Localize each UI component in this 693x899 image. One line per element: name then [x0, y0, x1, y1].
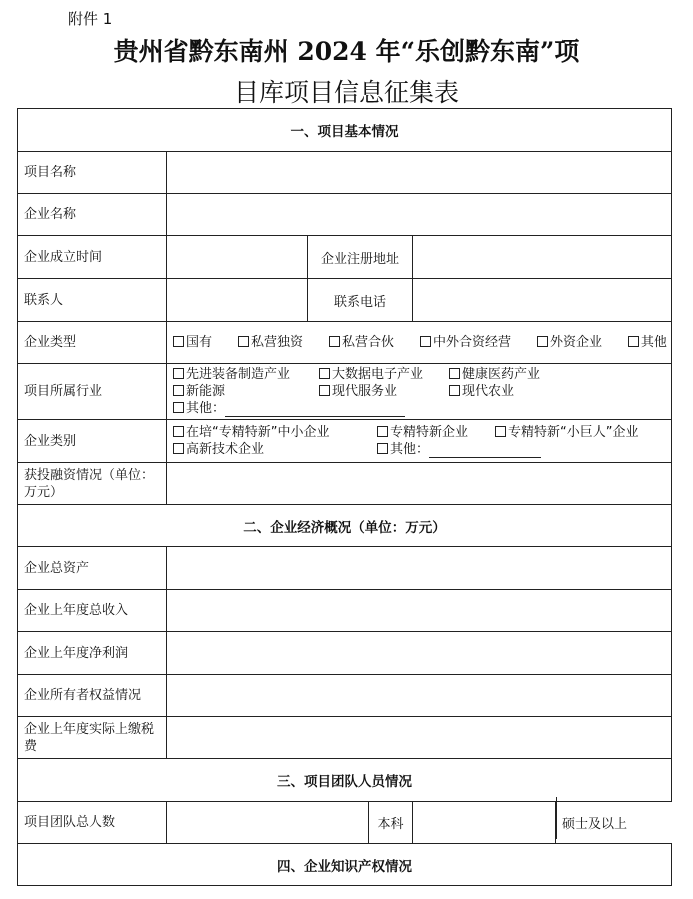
- section3-title: 三、项目团队人员情况: [18, 759, 672, 802]
- team-row: [18, 802, 672, 844]
- contact-row: [18, 279, 672, 322]
- option-label: 新能源: [186, 384, 226, 399]
- contact-person-field[interactable]: [167, 279, 308, 322]
- checkbox-icon: [173, 385, 184, 396]
- owner-equity-field[interactable]: [167, 675, 672, 717]
- checkbox-icon: [238, 336, 249, 347]
- industry-row: [18, 364, 672, 420]
- economy-row: [18, 632, 672, 675]
- financing-field[interactable]: [167, 463, 672, 505]
- team-total-field[interactable]: [167, 802, 369, 844]
- checkbox-icon: [420, 336, 431, 347]
- checkbox-icon: [628, 336, 639, 347]
- category-other-field[interactable]: [429, 443, 541, 458]
- attachment-label: 附件 1: [68, 10, 113, 28]
- founded-row: [18, 236, 672, 279]
- form-title-line1: 贵州省黔东南州 2024 年“乐创黔东南”项: [113, 37, 580, 66]
- last-year-revenue-field[interactable]: [167, 590, 672, 632]
- founded-date-field[interactable]: [167, 236, 308, 279]
- option-label: 专精特新企业: [390, 425, 469, 440]
- financing-label: 获投融资情况（单位：万元）: [18, 463, 167, 505]
- company-type-options: [167, 322, 672, 364]
- contact-phone-field[interactable]: [413, 279, 672, 322]
- economy-row: [18, 590, 672, 632]
- option-label: 其他: [640, 335, 667, 350]
- registered-address-label: 企业注册地址: [308, 236, 413, 279]
- last-year-profit-label: 企业上年度净利润: [18, 632, 167, 675]
- owner-equity-label: 企业所有者权益情况: [18, 675, 167, 717]
- registered-address-field[interactable]: [413, 236, 672, 279]
- section-header-row: [18, 759, 672, 802]
- category-option[interactable]: [173, 424, 377, 441]
- category-option[interactable]: [377, 424, 495, 441]
- option-label: 先进装备制造产业: [186, 367, 291, 382]
- checkbox-icon: [449, 385, 460, 396]
- bachelor-field[interactable]: [413, 802, 556, 844]
- option-label: 在培“专精特新”中小企业: [186, 425, 330, 440]
- contact-phone-label: 联系电话: [308, 279, 413, 322]
- taxes-paid-label: 企业上年度实际上缴税费: [18, 717, 167, 759]
- checkbox-icon: [329, 336, 340, 347]
- last-year-revenue-label: 企业上年度总收入: [18, 590, 167, 632]
- category-option[interactable]: [495, 424, 638, 441]
- total-assets-field[interactable]: [167, 547, 672, 590]
- company-type-option[interactable]: [329, 334, 394, 351]
- option-label: 高新技术企业: [186, 442, 265, 457]
- category-option[interactable]: [173, 441, 377, 458]
- checkbox-icon: [495, 426, 506, 437]
- checkbox-icon: [537, 336, 548, 347]
- industry-label: 项目所属行业: [18, 364, 167, 420]
- category-label: 企业类别: [18, 420, 167, 463]
- company-type-option[interactable]: [420, 334, 511, 351]
- option-label: 健康医药产业: [462, 367, 541, 382]
- economy-row: [18, 717, 672, 759]
- project-name-row: [18, 152, 672, 194]
- founded-date-label: 企业成立时间: [18, 236, 167, 279]
- option-label: 大数据电子产业: [332, 367, 424, 382]
- company-type-row: [18, 322, 672, 364]
- option-label: 现代农业: [462, 384, 515, 399]
- option-label: 现代服务业: [332, 384, 398, 399]
- company-type-option[interactable]: [173, 334, 212, 351]
- industry-option[interactable]: [319, 366, 449, 383]
- team-total-label: 项目团队总人数: [18, 802, 167, 844]
- section2-title: 二、企业经济概况（单位：万元）: [18, 505, 672, 547]
- company-type-label: 企业类型: [18, 322, 167, 364]
- team-row-divider: [556, 797, 557, 839]
- company-name-field[interactable]: [167, 194, 672, 236]
- industry-option[interactable]: [319, 383, 449, 400]
- option-label: 私营合伙: [341, 335, 394, 350]
- option-label: 其他：: [390, 442, 430, 457]
- contact-person-label: 联系人: [18, 279, 167, 322]
- industry-option[interactable]: [173, 366, 319, 383]
- section-header-row: [18, 109, 672, 152]
- last-year-profit-field[interactable]: [167, 632, 672, 675]
- total-assets-label: 企业总资产: [18, 547, 167, 590]
- category-other-option[interactable]: [377, 441, 541, 458]
- company-type-option[interactable]: [537, 334, 602, 351]
- checkbox-icon: [173, 443, 184, 454]
- checkbox-icon: [173, 426, 184, 437]
- checkbox-icon: [319, 368, 330, 379]
- economy-row: [18, 547, 672, 590]
- checkbox-icon: [449, 368, 460, 379]
- checkbox-icon: [319, 385, 330, 396]
- company-type-option[interactable]: [238, 334, 303, 351]
- financing-row: [18, 463, 672, 505]
- master-above-label: 硕士及以上: [556, 802, 672, 844]
- checkbox-icon: [173, 402, 184, 413]
- section4-title: 四、企业知识产权情况: [18, 844, 672, 886]
- option-label: 外资企业: [549, 335, 602, 350]
- checkbox-icon: [377, 443, 388, 454]
- info-form-table: [17, 108, 672, 886]
- form-title-line2: 目库项目信息征集表: [233, 78, 459, 107]
- category-options: [167, 420, 672, 463]
- economy-row: [18, 675, 672, 717]
- checkbox-icon: [173, 368, 184, 379]
- industry-other-field[interactable]: [225, 402, 405, 417]
- company-type-option[interactable]: [628, 334, 667, 351]
- section-header-row: [18, 844, 672, 886]
- industry-options: [167, 364, 672, 420]
- checkbox-icon: [377, 426, 388, 437]
- option-label: 专精特新“小巨人”企业: [508, 425, 639, 440]
- category-row: [18, 420, 672, 463]
- bachelor-label: 本科: [369, 802, 413, 844]
- option-label: 国有: [186, 335, 213, 350]
- taxes-paid-field[interactable]: [167, 717, 672, 759]
- option-label: 中外合资经营: [432, 335, 511, 350]
- industry-option[interactable]: [449, 383, 514, 400]
- company-name-label: 企业名称: [18, 194, 167, 236]
- option-label: 私营独资: [250, 335, 303, 350]
- checkbox-icon: [173, 336, 184, 347]
- company-name-row: [18, 194, 672, 236]
- option-label: 其他：: [186, 401, 226, 416]
- project-name-label: 项目名称: [18, 152, 167, 194]
- industry-option[interactable]: [173, 383, 319, 400]
- project-name-field[interactable]: [167, 152, 672, 194]
- section1-title: 一、项目基本情况: [18, 109, 672, 152]
- industry-other-option[interactable]: [173, 400, 405, 417]
- industry-option[interactable]: [449, 366, 540, 383]
- section-header-row: [18, 505, 672, 547]
